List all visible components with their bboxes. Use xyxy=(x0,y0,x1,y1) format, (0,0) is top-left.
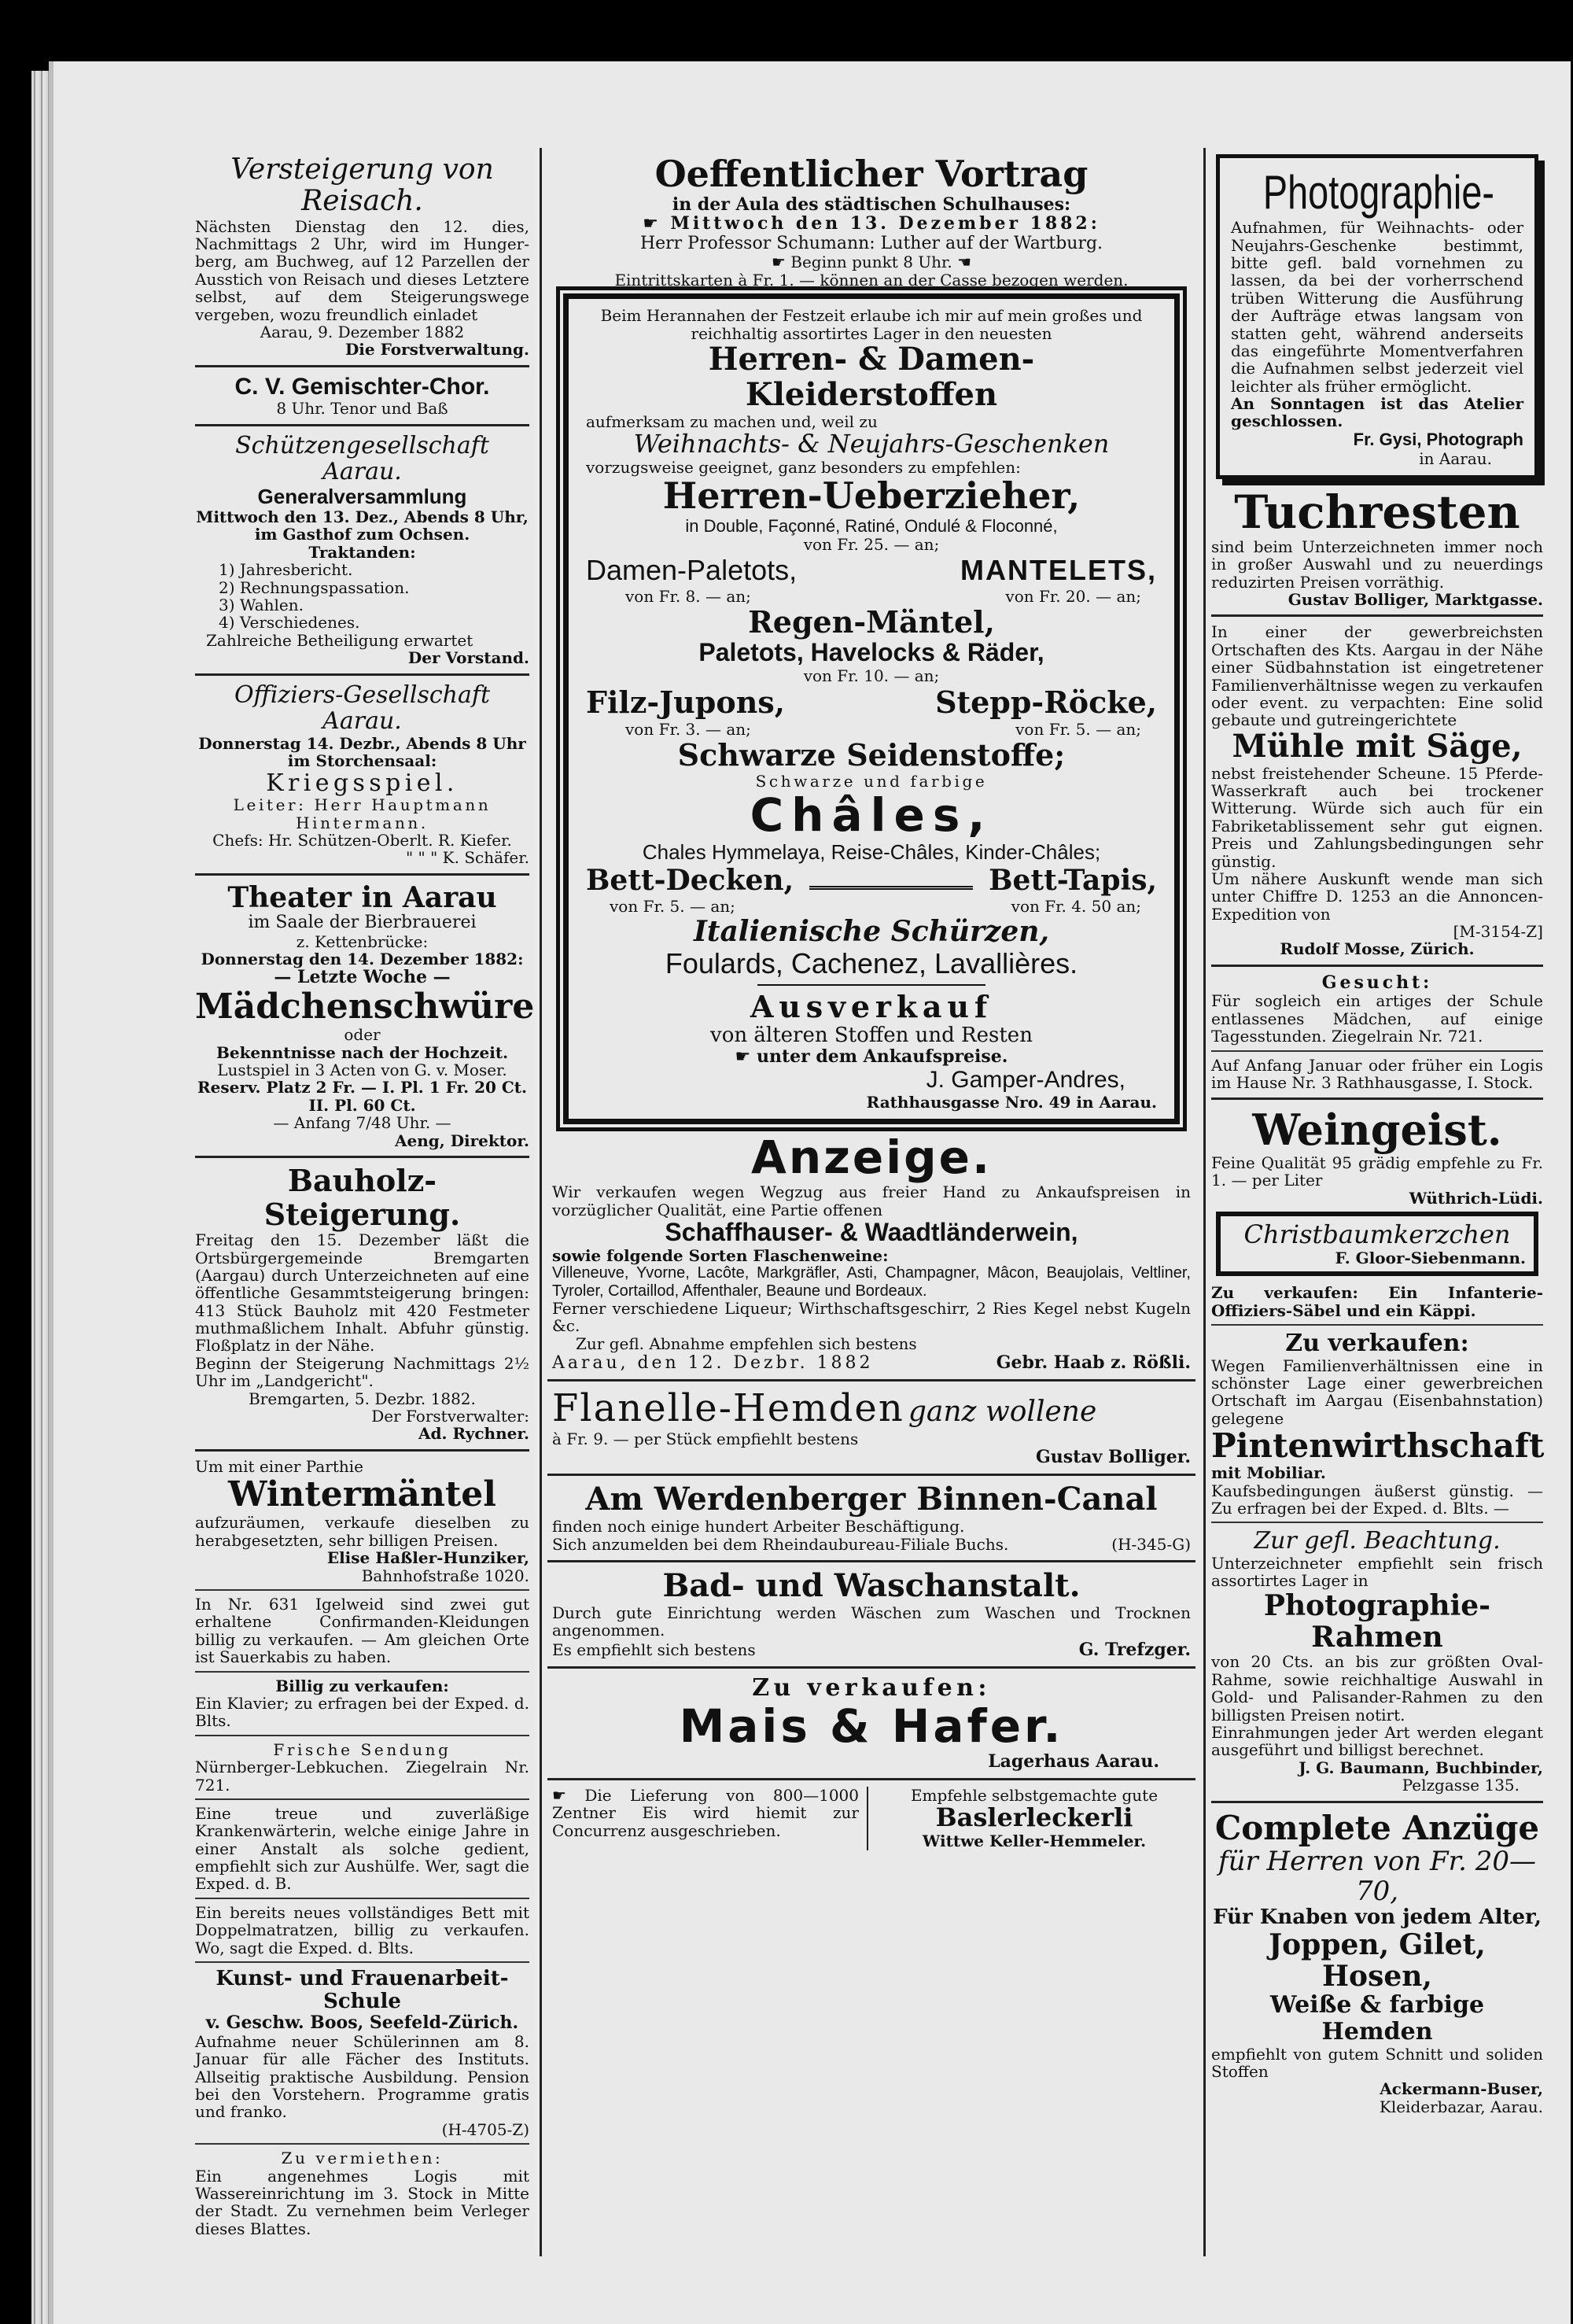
ad-line: in der Aula des städtischen Schulhauses: xyxy=(672,194,1071,215)
ad-body: Die Lieferung von 800—1000 Zentner Eis wird hiemit zur Concurrenz ausgeschrieben. xyxy=(552,1785,859,1840)
ad-headline: Schaffhauser- & Waadtländerwein, xyxy=(665,1218,1078,1247)
ad-pintenwirthschaft xyxy=(1211,1330,1543,1517)
divider xyxy=(195,1156,529,1158)
ad-kunstschule xyxy=(195,1968,529,2138)
newspaper-page xyxy=(49,61,1571,2324)
ad-line: Bekenntnisse nach der Hochzeit. xyxy=(216,1042,509,1062)
ad-signature: Wittwe Keller-Hemmeler. xyxy=(922,1832,1147,1851)
ad-line: im Saale der Bierbrauerei xyxy=(248,912,477,932)
divider xyxy=(1211,1097,1543,1100)
ad-body: Beginn der Steigerung Nachmittags 2½ Uhr im „Landgericht". xyxy=(195,1353,529,1391)
ad-price: von Fr. 8. — an; xyxy=(625,586,751,606)
ad-date: Aarau, 9. Dezember 1882 xyxy=(260,322,465,341)
ad-chor xyxy=(195,374,529,418)
divider xyxy=(1211,965,1543,967)
ad-body: Ein Klavier; zu erfragen bei der Exped. d. Blts. xyxy=(195,1693,529,1731)
ad-item: Filz-Jupons, xyxy=(586,684,785,721)
ad-code: [M-3154-Z] xyxy=(1453,922,1543,942)
ad-intro: vorzugsweise geeignet, ganz besonders zu empfehlen: xyxy=(586,457,1021,477)
ad-title: Offiziers-Gesellschaft Aarau. xyxy=(234,681,491,736)
ad-body: Nürnberger-Lebkuchen. Ziegelrain Nr. 721. xyxy=(195,1758,529,1795)
ad-title: Schützengesellschaft Aarau. xyxy=(235,431,489,486)
ad-price: von Fr. 20. — an; xyxy=(1005,586,1141,606)
ad-signature: J. Gamper-Andres, xyxy=(926,1067,1125,1094)
ad-photo-rahmen xyxy=(1211,1528,1543,1794)
ad-traktanden-label: Traktanden: xyxy=(308,542,416,562)
ad-line: in Double, Façonné, Ratiné, Ondulé & Floconné, xyxy=(685,515,1058,536)
ad-headline: Italienische Schürzen, xyxy=(694,915,1049,949)
divider xyxy=(195,1961,529,1963)
ad-signature: Der Vorstand. xyxy=(407,648,529,668)
ad-signature: Gustav Bolliger, Marktgasse. xyxy=(1288,590,1543,610)
ad-intro: Beim Herannahen der Festzeit erlaube ich mir auf mein großes und reichhaltig assortirtes Lager in den neuesten xyxy=(600,306,1143,343)
ad-line: finden noch einige hundert Arbeiter Beschäftigung. xyxy=(552,1516,965,1536)
ad-body: Kaufsbedingungen äußerst günstig. — Zu erfragen bei der Exped. d. Blts. — xyxy=(1211,1481,1543,1518)
divider xyxy=(1211,1522,1543,1523)
ad-price: von Fr. 5. — an; xyxy=(1015,720,1141,740)
ad-line: Herr Professor Schumann: Luther auf der Wartburg. xyxy=(639,233,1103,253)
column-divider-right xyxy=(1203,148,1206,2256)
ad-gamper-box xyxy=(563,293,1180,1124)
ad-body: Zur gefl. Abnahme empfehlen sich bestens xyxy=(576,1334,917,1353)
ad-title: Christbaumkerzchen xyxy=(1243,1219,1511,1250)
ad-item: Bett-Decken, xyxy=(586,864,794,898)
ad-anzeige xyxy=(547,1132,1195,1373)
ad-signature: Der Forstverwalter: xyxy=(371,1407,529,1426)
ad-body: Feine Qualität 95 grädig empfehle zu Fr. 1. — per Liter xyxy=(1211,1153,1543,1190)
ad-headline: Paletots, Havelocks & Räder, xyxy=(698,638,1044,667)
ad-theater xyxy=(195,880,535,1150)
ad-line: Lustspiel in 3 Acten von G. v. Moser. xyxy=(217,1061,507,1080)
ad-title: Am Werdenberger Binnen-Canal xyxy=(585,1481,1158,1518)
ad-row xyxy=(586,720,1157,739)
divider xyxy=(195,1449,529,1452)
divider xyxy=(547,1379,1195,1381)
ad-signature: Elise Haßler-Hunziker, xyxy=(326,1548,529,1568)
ad-body: Für sogleich ein artiges der Schule entlassenes Mädchen, auf einige Tagesstunden. Ziegelrain Nr. 721. xyxy=(1211,991,1543,1046)
ad-schuetzengesellschaft xyxy=(195,433,529,667)
ad-line-text: unter dem Ankaufspreise. xyxy=(756,1046,1008,1067)
ad-line: Weiße & farbige Hemden xyxy=(1269,1991,1485,2046)
ad-line: Reserv. Platz 2 Fr. — I. Pl. 1 Fr. 20 Ct. xyxy=(197,1078,527,1097)
ad-body: empfiehlt von gutem Schnitt und soliden Stoffen xyxy=(1211,2044,1543,2082)
ad-code: (H-345-G) xyxy=(1111,1535,1191,1555)
ad-row xyxy=(586,864,1157,897)
divider xyxy=(195,873,529,876)
ad-line: Für Knaben von jedem Alter, xyxy=(1213,1905,1542,1929)
ad-date: Aarau, den 12. Dezbr. 1882 xyxy=(552,1353,874,1374)
ad-headline: Mädchenschwüre xyxy=(195,987,535,1027)
ad-body: Nächsten Dienstag den 12. dies, Nachmittags 2 Uhr, wird im Hunger-berg, am Buchweg, auf 12 Parzellen der Ausstich von Reisach und dieses Letztere selbst, auf dem Steigerungswege vergeben, wozu freundlich einladet xyxy=(195,216,529,324)
ad-title: Photographie-Rahmen xyxy=(1263,1588,1491,1654)
divider xyxy=(195,1589,529,1591)
ad-row xyxy=(552,1535,1191,1554)
ad-note: Zahlreiche Betheiligung erwartet xyxy=(206,630,473,650)
ad-body: sowie folgende Sorten Flaschenweine: xyxy=(552,1245,889,1265)
ad-line: Chales Hymmelaya, Reise-Châles, Kinder-Châles; xyxy=(642,840,1101,865)
ad-flanelle xyxy=(547,1388,1195,1467)
ad-row xyxy=(586,897,1157,916)
ad-body: aufzuräumen, verkaufe dieselben zu herabgesetzten, sehr billigen Preisen. xyxy=(195,1513,529,1550)
ad-gesucht xyxy=(1211,973,1543,1046)
ad-line: Eintrittskarten à Fr. 1. — können an der Casse bezogen werden. xyxy=(614,270,1129,290)
ad-title: Baslerleckerli xyxy=(935,1802,1133,1833)
ad-row xyxy=(586,554,1157,587)
ad-complete-anzuege xyxy=(1211,1809,1543,2116)
ad-signature: F. Gloor-Siebenmann. xyxy=(1335,1248,1526,1267)
ad-signature: Rudolf Mosse, Zürich. xyxy=(1280,939,1475,959)
divider xyxy=(1211,614,1543,617)
ad-body: nebst freistehender Scheune. 15 Pferde-Wasserkraft auch bei trockener Witterung. Würde sich auch für ein Fabriketablissement sehr gut eignen. Preis und Zahlungsbedingungen sehr günstig. xyxy=(1211,763,1543,871)
pointing-hand-icon: ☛ xyxy=(771,253,786,272)
ad-signature: Gustav Bolliger. xyxy=(1036,1447,1191,1468)
ad-logis xyxy=(195,2149,529,2237)
ad-signature: Ackermann-Buser, xyxy=(1380,2079,1543,2099)
ad-headline: Ausverkauf xyxy=(750,989,993,1025)
pointing-hand-icon: ☛ xyxy=(643,214,661,234)
ad-body: In einer der gewerbreichsten Ortschaften des Kts. Aargau in der Nähe einer Südbahnstation ist eingetretener Familienverhältnisse wegen zu verkaufen oder event. zu verpachten: Eine solid gebaute und gutreingerichtete xyxy=(1211,622,1543,730)
ad-igelweid: In Nr. 631 Igelweid sind zwei gut erhaltene Confirmanden-Kleidungen billig zu verkaufen. — Am gleichen Orte ist Sauerkabis zu haben. xyxy=(195,1595,529,1667)
ad-body: von 20 Cts. an bis zur größten Oval-Rahme, sowie reichhaltige Auswahl in Gold- und Palisander-Rahmen zu den billigsten Preisen notirt. xyxy=(1211,1652,1543,1725)
ad-title: Photographie- xyxy=(1262,166,1494,219)
ad-line: Empfehle selbstgemachte gute xyxy=(910,1785,1159,1805)
pointing-hand-left-icon: ☚ xyxy=(957,253,972,272)
divider xyxy=(195,2143,529,2145)
ad-wintermaentel xyxy=(195,1458,529,1584)
ad-bottom-row xyxy=(547,1787,1195,1850)
ad-line xyxy=(547,214,1195,234)
ad-signature: Die Forstverwaltung. xyxy=(344,340,529,360)
ad-body: Einrahmungen jeder Art werden elegant ausgeführt und billigst berechnet. xyxy=(1211,1722,1543,1760)
pointing-hand-icon: ☛ xyxy=(552,1785,566,1805)
ad-subtitle: Generalversammlung xyxy=(257,484,467,508)
ad-body: Aufnahmen, für Weihnachts- oder Neujahrs-Geschenke bestimmt, bitte gefl. bald vornehmen zu lassen, da bei der vorherrschend trüben Witterung die Ausführung der Aufträge etwas langsam von statten geht, während anderseits das eingeführte Momentverfahren die Aufnahmen selbst jederzeit viel leichter als früher ermöglicht. xyxy=(1231,218,1523,396)
ad-body: Wir verkaufen wegen Wegzug aus freier Hand zu Ankaufspreisen in vorzüglicher Qualität, eine Partie offenen xyxy=(552,1182,1191,1219)
ad-line: Zu verkaufen: xyxy=(752,1673,991,1702)
ad-line-text: Mittwoch den 13. Dezember 1882: xyxy=(670,213,1100,234)
ad-title: Complete Anzüge xyxy=(1214,1808,1540,1847)
ad-signature: in Aarau. xyxy=(1419,448,1492,468)
ad-headline: Regen-Mäntel, xyxy=(748,603,995,640)
ad-headline: Weihnachts- & Neujahrs-Geschenken xyxy=(633,428,1110,459)
ad-title: Versteigerung von Reisach. xyxy=(230,153,494,218)
ad-line xyxy=(586,1047,1157,1068)
divider xyxy=(547,1474,1195,1476)
ad-body: Villeneuve, Yvorne, Lacôte, Markgräfler, Asti, Champagner, Mâcon, Beaujolais, Veltliner, Tyroler, Cortaillod, Affenthaler, Beaune und Bordeaux. xyxy=(552,1264,1191,1300)
ad-title: Theater in Aarau xyxy=(227,880,497,914)
ad-title: Bauholz-Steigerung. xyxy=(263,1163,461,1232)
ad-canal xyxy=(547,1482,1195,1554)
ad-line: Es empfiehlt sich bestens xyxy=(552,1640,756,1659)
divider xyxy=(1211,1801,1543,1803)
ad-headline: Châles, xyxy=(750,788,993,843)
ad-signature: Ad. Rychner. xyxy=(418,1424,529,1444)
list-item: 3) Wahlen. xyxy=(219,595,304,614)
ad-title: Billig zu verkaufen: xyxy=(275,1676,449,1695)
ad-body: An Sonntagen ist das Atelier geschlossen. xyxy=(1231,394,1523,431)
center-column xyxy=(547,154,1195,1850)
divider xyxy=(195,1735,529,1736)
ad-row xyxy=(586,587,1157,606)
ad-title: Oeffentlicher Vortrag xyxy=(654,153,1089,195)
ad-body: Durch gute Einrichtung werden Wäschen zum Waschen und Trocknen angenommen. xyxy=(552,1603,1191,1640)
ad-subtitle: v. Geschw. Boos, Seefeld-Zürich. xyxy=(205,2012,519,2034)
ad-line: z. Kettenbrücke: xyxy=(296,931,429,951)
ad-bett: Ein bereits neues vollständiges Bett mit Doppelmatratzen, billig zu verkaufen. Wo, sagt die Exped. d. Blts. xyxy=(195,1902,529,1957)
ad-body: Ein angenehmes Logis mit Wassereinrichtung im 3. Stock in Mitte der Stadt. Zu vernehmen beim Verleger dieses Blattes. xyxy=(195,2166,529,2238)
ad-line: Zu verkaufen: xyxy=(1285,1330,1469,1358)
ad-line: Zur gefl. Beachtung. xyxy=(1254,1527,1501,1555)
ad-headline: Schwarze Seidenstoffe; xyxy=(677,737,1066,773)
ad-line: " " " K. Schäfer. xyxy=(406,848,529,868)
ad-line: II. Pl. 60 Ct. xyxy=(308,1095,416,1115)
ad-signature: Gebr. Haab z. Rößli. xyxy=(996,1352,1191,1374)
ad-weingeist xyxy=(1211,1106,1543,1207)
ad-body: Freitag den 15. Dezember läßt die Ortsbürgergemeinde Bremgarten (Aargau) durch Unterzeichneten auf eine öffentliche Gesammtsteigerung bringen: 413 Stück Bauholz mit 420 Festmeter muthmaßlichem Inhalt. Abfuhr günstig. Floßplatz in der Nähe. xyxy=(195,1230,529,1356)
ad-line: — Anfang 7/48 Uhr. — xyxy=(273,1113,451,1133)
ad-signature: Pelzgasse 135. xyxy=(1402,1776,1520,1795)
ad-eis xyxy=(552,1787,868,1850)
divider xyxy=(547,1778,1195,1780)
ad-line: Donnerstag den 14. Dezember 1882: xyxy=(201,950,524,968)
ad-title: Mais & Hafer. xyxy=(679,1699,1064,1754)
ad-body: 8 Uhr. Tenor und Baß xyxy=(276,399,448,419)
ad-mais-hafer xyxy=(547,1675,1195,1772)
ad-line xyxy=(547,253,1195,271)
ad-when: Mittwoch den 13. Dez., Abends 8 Uhr, im Gasthof zum Ochsen. xyxy=(196,507,529,544)
ad-row xyxy=(586,684,1157,720)
ad-line: Schwarze und farbige xyxy=(755,772,988,791)
divider xyxy=(195,365,529,367)
ad-code: (H-4705-Z) xyxy=(441,2119,529,2139)
ad-line: von älteren Stoffen und Resten xyxy=(710,1023,1033,1047)
ad-line: für Herren von Fr. 20—70, xyxy=(1218,1845,1536,1907)
ad-headline: Herren-Ueberzieher, xyxy=(662,474,1081,518)
ad-vortrag xyxy=(547,154,1195,289)
ad-line: Chefs: Hr. Schützen-Oberlt. R. Kiefer. xyxy=(212,830,512,850)
divider xyxy=(195,1671,529,1673)
ad-address: Rathhausgasse Nro. 49 in Aarau. xyxy=(866,1092,1157,1112)
ad-title: Kunst- und Frauenarbeit-Schule xyxy=(216,1967,509,2014)
ad-line: Leiter: Herr Hauptmann Hintermann. xyxy=(233,795,492,832)
ad-badanstalt xyxy=(547,1569,1195,1660)
ad-date: Bremgarten, 5. Dezbr. 1882. xyxy=(249,1389,476,1408)
ad-price: von Fr. 10. — an; xyxy=(803,666,940,686)
ad-signature: Bahnhofstraße 1020. xyxy=(361,1566,529,1585)
ad-body: Um nähere Auskunft wende man sich unter Chiffre D. 1253 an die Annoncen-Expedition von xyxy=(1211,869,1543,924)
ad-body: Ferner verschiedene Liqueur; Wirthschaftsgeschirr, 2 Ries Kegel nebst Kugeln &c. xyxy=(552,1299,1191,1336)
ad-row xyxy=(552,1640,1191,1660)
ad-item: Bett-Tapis, xyxy=(989,864,1157,898)
ad-signature: Wüthrich-Lüdi. xyxy=(1409,1188,1543,1208)
ad-subtitle: ganz wollene xyxy=(908,1396,1097,1429)
ad-price: von Fr. 4. 50 an; xyxy=(1011,897,1141,917)
ad-title: Anzeige. xyxy=(750,1131,993,1185)
ad-signature: J. G. Baumann, Buchbinder, xyxy=(1299,1758,1543,1777)
ad-offiziersgesellschaft xyxy=(195,682,529,867)
ad-headline: Kriegsspiel. xyxy=(266,769,459,797)
ad-title: Weingeist. xyxy=(1252,1105,1502,1156)
ad-body: Unterzeichneter empfiehlt sein frisch assortirtes Lager in xyxy=(1211,1554,1543,1591)
ad-line: Frische Sendung xyxy=(273,1739,451,1759)
ad-klavier xyxy=(195,1677,529,1730)
ad-muehle xyxy=(1211,623,1543,957)
ad-price: von Fr. 25. — an; xyxy=(803,535,940,555)
ad-item: Stepp-Röcke, xyxy=(935,684,1157,721)
ad-line-text: Beginn punkt 8 Uhr. xyxy=(790,253,952,272)
list-item: 4) Verschiedenes. xyxy=(219,613,360,633)
ad-price: von Fr. 5. — an; xyxy=(610,897,735,917)
divider xyxy=(195,1798,529,1800)
divider xyxy=(1211,1324,1543,1326)
ad-price: à Fr. 9. — per Stück empfiehlt bestens xyxy=(552,1429,859,1448)
ad-body: sind beim Unterzeichneten immer noch in großer Auswahl und zu neuerdings reduzirten Preisen vorräthig. xyxy=(1211,537,1543,592)
ad-item: MANTELETS, xyxy=(960,553,1157,586)
ad-signature: Aeng, Direktor. xyxy=(395,1131,529,1150)
divider xyxy=(757,984,985,986)
left-column xyxy=(195,153,535,2242)
ad-title: Zu vermiethen: xyxy=(281,2149,444,2168)
divider xyxy=(1211,1050,1543,1052)
ad-headline-row xyxy=(552,1388,1191,1430)
ad-item: Damen-Paletots, xyxy=(586,553,798,586)
ad-title: Bad- und Waschanstalt. xyxy=(662,1567,1081,1605)
ad-body: Wegen Familienverhältnissen eine in schönster Lage einer gewerbreichen Ortschaft im Aargau (Eisenbahnstation) gelegene xyxy=(1211,1356,1543,1428)
ad-title: Mühle mit Säge, xyxy=(1232,727,1523,765)
ad-title: Wintermäntel xyxy=(228,1474,496,1515)
ad-when: Donnerstag 14. Dezbr., Abends 8 Uhr im Storchensaal: xyxy=(198,733,526,771)
divider xyxy=(547,1560,1195,1562)
ad-lebkuchen xyxy=(195,1741,529,1794)
ad-tuchresten xyxy=(1211,487,1543,609)
ad-signature: Kleiderbazar, Aarau. xyxy=(1379,2097,1543,2116)
ad-title: Tuchresten xyxy=(1234,485,1520,539)
ad-line: oder xyxy=(344,1025,381,1045)
column-divider-left xyxy=(540,148,542,2256)
ad-signature: G. Trefzger. xyxy=(1078,1639,1191,1660)
ad-reisach xyxy=(195,154,529,359)
ad-logis-rathhausgasse: Auf Anfang Januar oder früher ein Logis im Hause Nr. 3 Rathhausgasse, I. Stock. xyxy=(1211,1055,1543,1093)
right-column xyxy=(1211,154,1543,2120)
decorative-rule xyxy=(809,886,973,890)
ad-line: — Letzte Woche — xyxy=(274,967,451,988)
ad-title: Pintenwirthschaft xyxy=(1211,1426,1545,1466)
ad-headline: Herren- & Damen-Kleiderstoffen xyxy=(708,340,1035,413)
pointing-hand-icon: ☛ xyxy=(735,1046,751,1067)
ad-signature: Fr. Gysi, Photograph xyxy=(1353,429,1523,449)
list-item: 1) Jahresbericht. xyxy=(219,560,353,580)
ad-title: Flanelle-Hemden xyxy=(552,1386,904,1431)
ad-line: Um mit einer Parthie xyxy=(195,1456,363,1476)
ad-body: Aufnahme neuer Schülerinnen am 8. Januar für alle Fächer des Instituts. Allseitig praktische Ausbildung. Pension bei den Vorstehern. Programme gratis und franko. xyxy=(195,2031,529,2122)
ad-bauholz xyxy=(195,1164,529,1443)
divider xyxy=(195,424,529,426)
divider xyxy=(547,1666,1195,1669)
ad-body: mit Mobiliar. xyxy=(1211,1463,1326,1483)
ad-price: von Fr. 3. — an; xyxy=(625,720,751,740)
ad-line: Sich anzumelden bei dem Rheindaubureau-Filiale Buchs. xyxy=(552,1535,1009,1555)
ad-intro: aufmerksam zu machen und, weil zu xyxy=(586,411,878,431)
ad-baslerleckerli xyxy=(878,1787,1191,1850)
ad-photographie-box xyxy=(1216,154,1538,479)
ad-signature: Lagerhaus Aarau. xyxy=(988,1751,1159,1773)
divider xyxy=(195,673,529,676)
ad-row xyxy=(552,1352,1191,1373)
ad-title: Gesucht: xyxy=(1321,972,1433,993)
ad-line: Joppen, Gilet, Hosen, xyxy=(1269,1927,1486,1994)
divider xyxy=(195,1898,529,1899)
ad-title: C. V. Gemischter-Chor. xyxy=(234,373,490,400)
ad-headline: Foulards, Cachenez, Lavallières. xyxy=(665,946,1078,979)
ad-krankenwaerterin: Eine treue und zuverläßige Krankenwärterin, welche einige Jahre in einer Anstalt als solche gedient, empfiehlt sich zur Aushülfe. Wer, sagt die Exped. d. B. xyxy=(195,1803,529,1894)
ad-christbaumkerzchen-box xyxy=(1216,1212,1538,1276)
ad-offizierssaebel: Zu verkaufen: Ein Infanterie-Offiziers-Säbel und ein Käppi. xyxy=(1211,1283,1543,1320)
list-item: 2) Rechnungspassation. xyxy=(219,577,410,597)
